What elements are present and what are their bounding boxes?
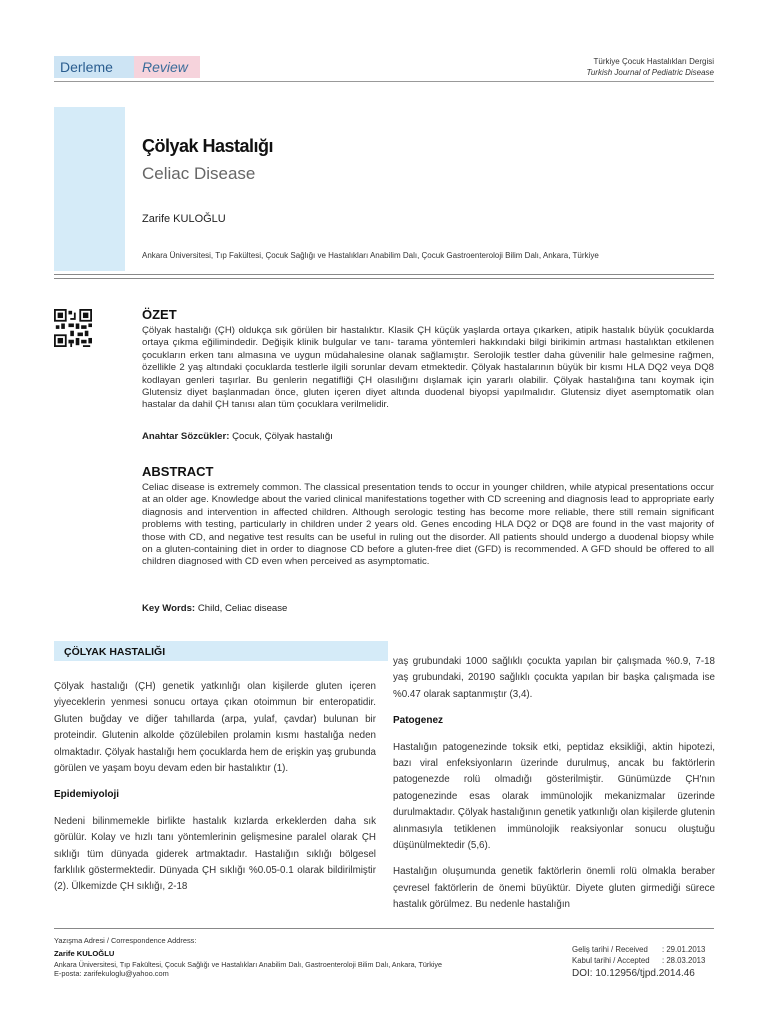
received-date: : 29.01.2013 [662,945,706,954]
received-label: Geliş tarihi / Received [572,945,648,954]
intro-paragraph: Çölyak hastalığı (ÇH) genetik yatkınlığı olan kişilerde gluten içeren yiyeceklerin yenmesi sonucu ortaya çıkan otoimmun bir enteropatidir. Gluten buğday ve diğer tahıllarda (arpa, yulaf, çavdar) bulunan bir proteindir. Glutenin alkolde çözülebilen prolamin kısmı hastalığa neden olmaktadır. Çölyak hastalığı hem çocuklarda hem de erişkin yaş grubunda görülen ve yaşam boyu devam eden bir hastalıktır (1). [54,681,376,775]
body-column-right [393,654,715,924]
footer-divider [54,928,714,929]
abstract-keywords-value: Child, Celiac disease [197,603,288,614]
decorative-color-block [54,107,125,271]
correspondence-affiliation: Ankara Üniversitesi, Tıp Fakültesi, Çocuk Sağlığı ve Hastalıkları Anabilim Dalı, Gastroenteroloji Bilim Dalı, Ankara, Türkiye [54,960,443,969]
ozet-text: Çölyak hastalığı (ÇH) oldukça sık görülen bir hastalıktır. Klasik ÇH küçük yaşlarda ortaya çıkarken, atipik hastalık büyük çocuklarda ortaya çıkma eğilimindedir. Değişik klinik bulgular ve tanı- tarama yöntemleri hakkındaki bilgi birikimin artması hastalıktan etkilenen çocukların erken tanı almasına ve uygun müdahalesine olanak sağlamıştır. Serolojik testler daha güvenilir hale gelmesine rağmen, özellikle 2 yaş altındaki çocuklarda testlerle ilgili sorunlar devam etmektedir. Çölyak hastalarının büyük bir kısmı HLA DQ2 veya DQ8 kodlayan genleri taşırlar. Bu genlerin negatifliği ÇH olasılığını dışlamak için yararlı olabilir. Çölyak hastalığına tanı koymak için Glutensiz diyet başlanmadan önce, gluten içeren diyet altında duodenal biyopsi yapılmalıdır. Glutensiz diyet asemptomatik olan hastalar da dahil ÇH tanısı alan tüm çocuklara verilmelidir. [142,325,714,411]
author-affiliation: Ankara Üniversitesi, Tıp Fakültesi, Çocuk Sağlığı ve Hastalıkları Anabilim Dalı, Çocuk Gastroenteroloji Bilim Dalı, Ankara, Türkiye [142,251,599,260]
abstract-text: Celiac disease is extremely common. The classical presentation tends to occur in younger children, while atypical presentations occur at an older age. Knowledge about the varied clinical manifestations together with CD screening and diagnosis lead to appropriate early diagnosis and intervention in affected children. Although serologic testing has become more reliable, there still remain significant problems with testing, particularly in children under 2 years old. Genes encoding HLA DQ2 or DQ8 are found in the vast majority of those with CD, and negative test results can be useful in ruling out the disorder. All patients should undergo a duodenal biopsy while on a gluten-containing diet in order to diagnose CD before a gluten-free diet (GFD) is recommended. A GFD should be offered to all children diagnosed with CD even when perceived as asymptomatic. [142,482,714,568]
pathogenesis-heading: Patogenez [393,715,444,727]
epidemiology-heading: Epidemiyoloji [54,789,120,801]
pathogenesis-paragraph-1: Hastalığın patogenezinde toksik etki, peptidaz eksikliği, aktin hipotezi, bazı viral enfeksiyonların üzerinde durulmuş, ancak bu faktörlerin patogenezde rolü olmadığı gösterilmiştir. Günümüzde ÇH'nın patogenezinde esas olarak immünolojik mekanizmalar üzerinde durulmaktadır. Çölyak hastalığının genetik yatkınlığı olan kişilerde glutenin alınmasıyla tetiklenen immünolojik reaksiyonlar sonucu oluştuğu düşünülmektedir (5,6). [393,741,715,852]
body-column-left [54,679,376,906]
pathogenesis-paragraph-2: Hastalığın oluşumunda genetik faktörlerin önemli rolü olmakla beraber çevresel faktörlerin de önemi büyüktür. Diyete gluten girmediği sürece hastalık görülmez. Bu nedenle hastalığın [393,866,715,911]
accepted-date: : 28.03.2013 [662,955,706,965]
qr-code-icon [54,309,92,347]
epidemiology-continued: yaş grubundaki 1000 sağlıklı çocukta yapılan bir çalışmada %0.9, 7-18 yaş grubundaki, 20190 sağlıklı çocukta yapılan bir başka çalışmada ise %0.47 olarak saptanmıştır (3,4). [393,656,715,700]
epidemiology-paragraph: Nedeni bilinmemekle birlikte hastalık kızlarda erkeklerden daha sık görülür. Kolay ve hızlı tanı yöntemlerinin gelişmesine paralel olarak ÇH sıklığı tüm dünyada giderek artmaktadır. Hastalığın sıklığı bölgesel farklılık göstermektedir. Dünyada ÇH sıklığı %0.05-0.1 olarak bildirilmiştir (2). Ülkemizde ÇH sıklığı, 2-18 [54,815,376,893]
ozet-keywords [142,431,333,442]
correspondence-email: E-posta: zarifekuloglu@yahoo.com [54,969,169,978]
correspondence-label: Yazışma Adresi / Correspondence Address: [54,936,197,945]
abstract-keywords [142,603,287,614]
article-type-tr: Derleme [54,56,134,78]
abstract-keywords-label: Key Words: [142,603,196,614]
title-divider-top [54,274,714,275]
article-type-en: Review [134,56,200,78]
submission-dates [572,945,705,966]
article-title-en: Celiac Disease [142,164,256,183]
accepted-label: Kabul tarihi / Accepted [572,955,650,965]
correspondence-name: Zarife KULOĞLU [54,949,115,958]
abstract-heading: ABSTRACT [142,464,214,479]
ozet-heading: ÖZET [142,307,177,322]
journal-name-tr: Türkiye Çocuk Hastalıkları Dergisi [593,57,714,66]
article-title-tr: Çölyak Hastalığı [142,136,274,156]
ozet-keywords-label: Anahtar Sözcükler: [142,431,230,442]
journal-name-en: Turkish Journal of Pediatric Disease [586,68,714,77]
header-divider [54,81,714,82]
doi: DOI: 10.12956/tjpd.2014.46 [572,968,695,979]
author-name: Zarife KULOĞLU [142,213,226,225]
ozet-keywords-value: Çocuk, Çölyak hastalığı [232,431,333,442]
section-title: ÇÖLYAK HASTALIĞI [64,646,166,658]
title-divider-bottom [54,278,714,279]
journal-name [587,56,714,78]
